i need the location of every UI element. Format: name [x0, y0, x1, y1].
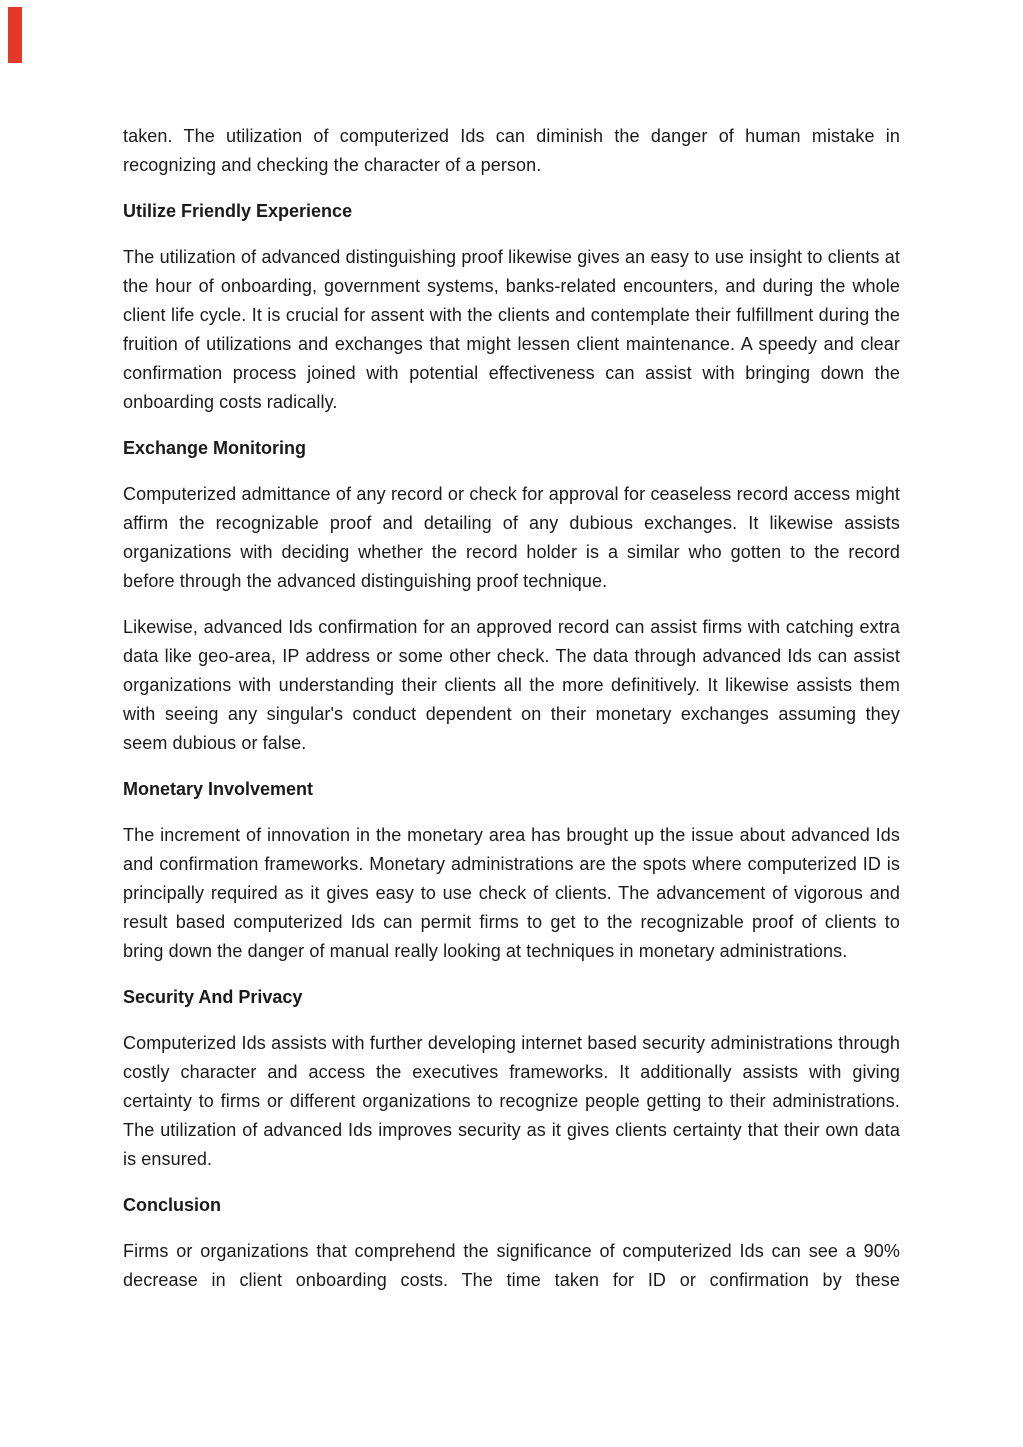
paragraph: The utilization of advanced distinguishing proof likewise gives an easy to use insight to clients at the hour of onboarding, government systems, banks-related encounters, and during the whole client life cycle. It is crucial for assent with the clients and contemplate their fulfillment during the fruition of utilizations and exchanges that might lessen client maintenance. A speedy and clear confirmation process joined with potential effectiveness can assist with bringing down the onboarding costs radically.	[123, 247, 900, 412]
red-marker	[8, 7, 22, 63]
paragraph: Likewise, advanced Ids confirmation for an approved record can assist firms with catching extra data like geo-area, IP address or some other check. The data through advanced Ids can assist organizations with understanding their clients all the more definitively. It likewise assists them with seeing any singular's conduct dependent on their monetary exchanges assuming they seem dubious or false.	[123, 617, 900, 753]
section-heading: Conclusion	[123, 1195, 221, 1215]
paragraph: Computerized admittance of any record or check for approval for ceaseless record access might affirm the recognizable proof and detailing of any dubious exchanges. It likewise assists organizations with deciding whether the record holder is a similar who gotten to the record before through the advanced distinguishing proof technique.	[123, 484, 900, 591]
section-heading: Exchange Monitoring	[123, 438, 307, 458]
paragraph: The increment of innovation in the monetary area has brought up the issue about advanced Ids and confirmation frameworks. Monetary administrations are the spots where computerized ID is principally required as it gives easy to use check of clients. The advancement of vigorous and result based computerized Ids can permit firms to get to the recognizable proof of clients to bring down the danger of manual really looking at techniques in monetary administrations.	[123, 825, 900, 961]
section-heading: Security And Privacy	[123, 987, 303, 1007]
section-heading: Utilize Friendly Experience	[123, 201, 353, 221]
paragraph: taken. The utilization of computerized Ids can diminish the danger of human mistake in recognizing and checking the character of a person.	[123, 126, 900, 175]
paragraph: Firms or organizations that comprehend the significance of computerized Ids can see a 90% decrease in client onboarding costs. The time taken for ID or confirmation by these	[123, 1241, 900, 1290]
paragraph: Computerized Ids assists with further developing internet based security administrations through costly character and access the executives frameworks. It additionally assists with giving certainty to firms or different organizations to recognize people getting to their administrations. The utilization of advanced Ids improves security as it gives clients certainty that their own data is ensured.	[123, 1033, 900, 1169]
section-heading: Monetary Involvement	[123, 779, 314, 799]
